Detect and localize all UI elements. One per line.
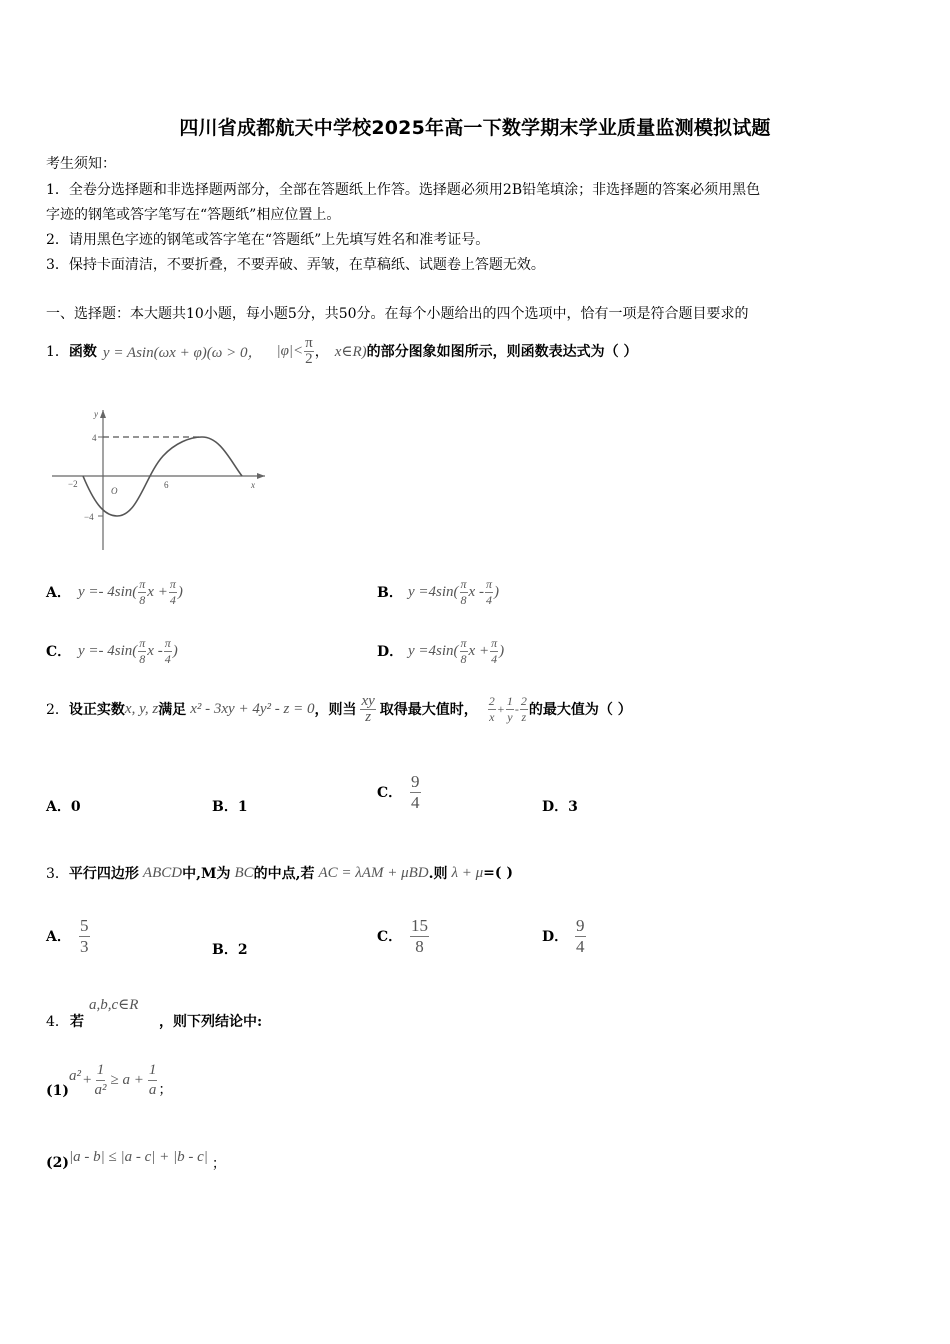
q2-expr-frac-1-num: 2	[488, 693, 495, 708]
q4-statement-1-frac-1-num: 1	[96, 1061, 106, 1081]
q1-option-a-frac1-num: π	[139, 576, 146, 591]
page-title: 四川省成都航天中学校2025年高一下数学期末学业质量监测模拟试题	[179, 117, 771, 139]
q3-equation: AC = λAM + μBD	[318, 864, 429, 881]
q2-text-3: ，则当	[314, 702, 357, 718]
q2-text-1: 设正实数	[68, 702, 125, 718]
sine-graph	[50, 405, 270, 555]
y-axis-label: y	[94, 409, 98, 419]
q1-expression: y = Asin(ωx + φ)(ω > 0，	[102, 344, 263, 361]
q1-option-b-frac2-den: 4	[485, 592, 492, 607]
q2-option-a[interactable]	[46, 796, 81, 816]
q2-option-b-label: B．	[212, 799, 238, 815]
q1-comma: ，	[314, 344, 329, 360]
tick-label-neg4: −4	[84, 512, 94, 522]
q3-option-a-frac	[79, 916, 90, 957]
q4-statement-1-end: ；	[158, 1082, 173, 1098]
q3-option-a-num: 5	[80, 915, 89, 935]
q1-option-d-frac1	[460, 636, 468, 667]
q1-option-d-frac1-num: π	[460, 635, 467, 650]
q2-expr-frac-2	[506, 694, 514, 725]
q1-option-c-frac2-num: π	[164, 635, 171, 650]
q2-expr-frac-1-den: x	[489, 709, 495, 724]
q4-condition: a,b,c∈R	[89, 997, 139, 1013]
q1-option-a-label: A．	[46, 585, 71, 601]
q3-option-c-frac	[410, 916, 429, 957]
x-axis-label: x	[251, 480, 255, 490]
y-axis-arrow-icon	[100, 410, 106, 418]
question-1	[46, 330, 638, 372]
q1-number: 1．	[46, 344, 69, 360]
q1-option-a-pre: y =- 4sin(	[78, 583, 138, 600]
q3-option-c-label: C．	[377, 929, 403, 945]
q4-number: 4．	[46, 1014, 69, 1030]
q4-statement-1-frac-2-num: 1	[148, 1061, 158, 1081]
q4-text-2: ，则下列结论中:	[159, 1014, 263, 1030]
q2-expr-frac-3	[520, 694, 528, 725]
q4-statement-2-label: (2)	[46, 1155, 69, 1171]
q1-option-c-mid: x -	[147, 642, 163, 659]
q2-expr-frac-3-num: 2	[520, 693, 527, 708]
q1-option-c-frac1	[138, 636, 146, 667]
q2-option-d[interactable]	[542, 796, 578, 816]
q3-bc: BC	[234, 864, 254, 881]
q2-option-a-label: A．	[46, 799, 71, 815]
q1-option-a-frac2	[169, 577, 177, 608]
q1-pi: π	[305, 334, 313, 351]
notice-item-1-line-1: 1．全卷分选择题和非选择题两部分，全部在答题纸上作答。选择题必须用2B铅笔填涂；非选择题的答案必须用黑色	[46, 182, 761, 198]
q2-expr-op-2: -	[514, 701, 519, 716]
q2-option-d-value: 3	[568, 799, 578, 815]
q1-option-b-label: B．	[377, 585, 403, 601]
q1-option-b-frac1-num: π	[460, 576, 467, 591]
q1-option-d-frac2-num: π	[491, 635, 498, 650]
q3-number: 3．	[46, 866, 69, 882]
q4-statement-2	[46, 1140, 226, 1174]
q1-option-c-pre: y =- 4sin(	[78, 642, 138, 659]
q1-option-c[interactable]	[46, 631, 178, 671]
q4-statement-2-expr: |a - b| ≤ |a - c| + |b - c|	[69, 1148, 208, 1165]
q3-option-c[interactable]	[377, 912, 430, 960]
origin-label: O	[111, 486, 118, 496]
tick-label-6: 6	[164, 480, 169, 490]
q1-option-c-frac1-den: 8	[139, 651, 146, 666]
q1-option-b[interactable]	[377, 572, 499, 612]
q3-option-b-value: 2	[237, 942, 248, 958]
x-axis-arrow-icon	[257, 473, 265, 479]
question-2	[46, 688, 632, 730]
q4-statement-1	[46, 1055, 172, 1105]
q4-statement-1-plus: +	[83, 1071, 92, 1088]
q1-option-a[interactable]	[46, 572, 183, 612]
q1-option-b-frac2	[485, 577, 493, 608]
q3-sum: λ + μ	[451, 864, 484, 881]
q2-option-c[interactable]	[377, 768, 422, 816]
q1-option-d-frac2-den: 4	[491, 651, 498, 666]
q3-option-d-den: 4	[576, 936, 585, 956]
q1-suffix: 的部分图象如图所示，则函数表达式为（ ）	[366, 344, 638, 360]
q4-statement-1-ge: ≥ a +	[110, 1071, 144, 1088]
notice-item-3: 3．保持卡面清洁，不要折叠，不要弄破、弄皱，在草稿纸、试题卷上答题无效。	[46, 257, 545, 273]
q3-text-1: 平行四边形	[68, 866, 139, 882]
q3-option-d[interactable]	[542, 912, 587, 960]
q2-option-c-frac	[410, 772, 421, 813]
q2-option-c-den: 4	[411, 792, 420, 812]
q1-option-a-frac1	[138, 577, 146, 608]
q4-text-1: 若	[70, 1014, 84, 1030]
q3-option-c-num: 15	[411, 915, 428, 935]
q1-option-d[interactable]	[377, 631, 504, 671]
q2-text-2: 满足	[158, 702, 187, 718]
notice-item-1-line-2: 字迹的钢笔或答字笔写在“答题纸”相应位置上。	[46, 207, 341, 223]
q1-option-b-frac1	[460, 577, 468, 608]
q2-frac-num: xy	[361, 692, 375, 709]
q4-statement-2-end: ；	[211, 1156, 226, 1172]
q1-option-b-post: )	[493, 583, 499, 600]
q3-option-c-den: 8	[415, 936, 424, 956]
q1-option-b-mid: x -	[468, 583, 484, 600]
q3-option-d-label: D．	[542, 929, 569, 945]
q2-frac-den: z	[365, 708, 372, 725]
q1-option-d-mid: x +	[468, 642, 490, 659]
q1-option-c-frac2	[164, 636, 172, 667]
q2-option-c-label: C．	[377, 785, 403, 801]
q1-option-d-label: D．	[377, 644, 404, 660]
tick-label-neg2: −2	[68, 479, 78, 489]
q3-option-b[interactable]	[212, 939, 248, 959]
q1-two: 2	[305, 350, 313, 367]
q2-option-d-label: D．	[542, 799, 569, 815]
q2-frac-xy-z	[360, 694, 375, 725]
q4-statement-1-frac-1-den: a²	[94, 1081, 107, 1098]
q3-option-d-num: 9	[576, 915, 585, 935]
q1-option-b-frac2-num: π	[485, 576, 492, 591]
q4-statement-1-label: (1)	[46, 1083, 69, 1099]
q1-condition-phi: |φ|<	[276, 342, 304, 359]
q2-option-b-value: 1	[237, 799, 248, 815]
q4-statement-1-frac-2-den: a	[148, 1081, 157, 1098]
section-heading: 一、选择题：本大题共10小题，每小题5分，共50分。在每个小题给出的四个选项中，恰有一项是符合题目要求的	[46, 306, 749, 322]
q2-option-b[interactable]	[212, 796, 248, 816]
q3-option-b-label: B．	[212, 942, 238, 958]
q2-expr-frac-1	[488, 694, 496, 725]
q2-expr-op-1: +	[496, 701, 505, 716]
q1-pi-over-2	[304, 336, 314, 367]
q2-text-4: 取得最大值时，	[379, 702, 478, 718]
q3-option-a-label: A．	[46, 929, 71, 945]
q1-option-d-pre: y =4sin(	[408, 642, 459, 659]
q1-option-d-frac1-den: 8	[460, 651, 467, 666]
q1-condition-x: x∈R)	[334, 343, 367, 360]
q4-statement-1-a-squared: a²	[69, 1067, 81, 1084]
q1-prefix: 函数	[68, 344, 97, 360]
q2-expr-frac-2-den: y	[507, 709, 513, 724]
q3-option-d-frac	[575, 916, 586, 957]
q1-option-a-mid: x +	[147, 583, 168, 600]
q3-option-a-den: 3	[80, 936, 89, 956]
question-3	[46, 858, 513, 888]
q3-text-3: 的中点,若	[253, 866, 315, 882]
notice-heading: 考生须知：	[46, 156, 116, 172]
q1-option-a-frac2-den: 4	[169, 592, 176, 607]
q1-option-d-post: )	[499, 642, 505, 659]
q3-text-4: .则	[428, 866, 448, 882]
q2-expr-frac-3-den: z	[521, 709, 527, 724]
q2-expr-frac-2-num: 1	[506, 693, 513, 708]
q1-option-c-frac2-den: 4	[164, 651, 171, 666]
notice-item-2: 2．请用黑色字迹的钢笔或答字笔在“答题纸”上先填写姓名和准考证号。	[46, 232, 490, 248]
q1-option-b-pre: y =4sin(	[408, 583, 459, 600]
q1-option-b-frac1-den: 8	[460, 592, 467, 607]
q1-option-c-label: C．	[46, 644, 72, 660]
q2-equation: x² - 3xy + 4y² - z = 0	[190, 700, 315, 717]
q1-option-c-post: )	[172, 642, 178, 659]
q2-option-c-num: 9	[411, 771, 420, 791]
q2-text-5: 的最大值为（ ）	[528, 702, 632, 718]
q1-option-a-post: )	[177, 583, 183, 600]
q2-option-a-value: 0	[70, 799, 81, 815]
tick-label-4: 4	[92, 433, 97, 443]
q1-option-d-frac2	[490, 636, 498, 667]
q1-option-c-frac1-num: π	[139, 635, 146, 650]
q1-option-a-frac2-num: π	[169, 576, 176, 591]
q2-number: 2．	[46, 702, 69, 718]
q3-abcd: ABCD	[142, 864, 183, 881]
q4-statement-1-frac-1	[94, 1061, 106, 1100]
q4-statement-1-frac-2	[148, 1061, 158, 1100]
q1-option-a-frac1-den: 8	[139, 592, 146, 607]
q3-text-2: 中,M为	[182, 866, 231, 882]
q2-vars: x, y, z	[124, 700, 159, 717]
q3-option-a[interactable]	[46, 912, 91, 960]
q3-text-5: =( )	[483, 865, 513, 881]
